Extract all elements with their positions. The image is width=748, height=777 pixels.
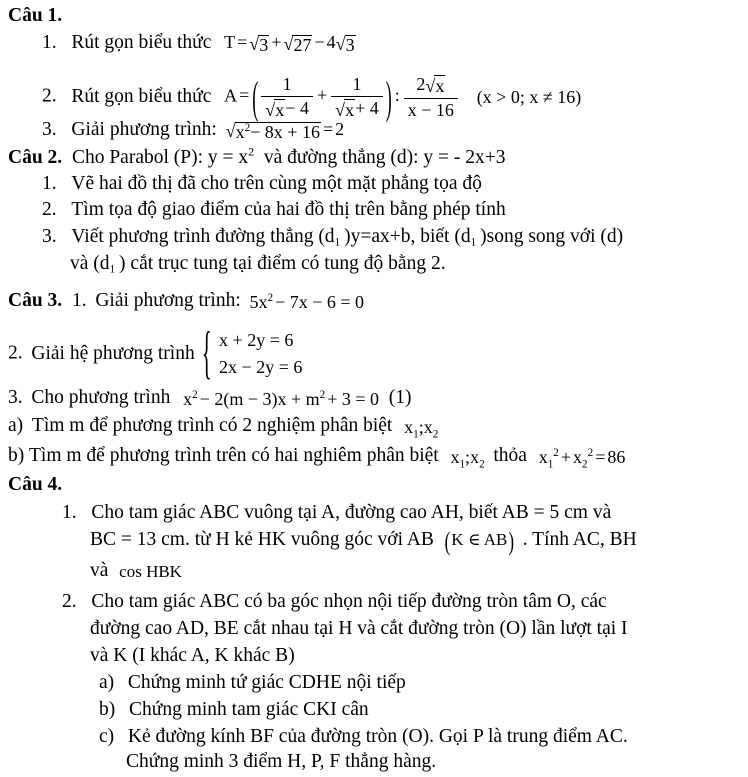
denominator-rest: + 4 [355,97,379,118]
cau4-heading-text: Câu 4. [8,474,63,495]
root-1-index: 1 [413,428,419,441]
cau3-item3-formula [183,390,379,408]
cau3-itema-roots [404,416,439,441]
numerator-coefficient: 2 [416,74,426,94]
cau2-item-3-line2 [70,254,446,274]
cau4-item2-line1: Cho tam giác ABC có ba góc nhọn nội tiếp đường tròn tâm O, các [91,591,607,612]
system-equation-2: 2x − 2y = 6 [219,357,303,378]
sqrt-radicand: x [345,99,355,120]
cau2-intro-exponent: 2 [248,144,255,159]
root-1-index: 1 [459,458,466,471]
cau4-item1-cosine: cos HBK [119,562,182,582]
section-heading-cau4 [8,475,62,495]
cau4-item2-line2: đường cao AD, BE cắt nhau tại H và cắt đường tròn (O) lần lượt tại I [90,618,628,639]
cau4-item1-line2-b: . Tính AC, BH [522,529,637,550]
root-2-index: 2 [479,458,485,471]
fraction-numerator [404,74,458,99]
cau2-item-3-line1 [42,227,623,247]
cau3-itemb-midword: thỏa [493,445,527,466]
cau2-item2-text: Tìm tọa độ giao điểm của hai đồ thị trên bằng phép tính [71,199,506,220]
cau4-subitem-b [99,700,369,720]
formula-equals: = [239,85,250,106]
cau4-item2-marker: 2. [62,591,77,612]
formula-rest: − 7x − 6 = 0 [275,291,365,312]
formula-lhs: A [224,85,238,106]
cau2-item2-marker: 2. [42,199,57,220]
cau4-item2-line3: và K (I khác A, K khác B) [90,645,295,666]
cond-plus: + [560,446,572,467]
cau4-subitem-a-text: Chứng minh tứ giác CDHE nội tiếp [127,672,406,693]
cau4-item-2-line2 [90,619,628,639]
cau4-item-1-line1 [62,503,611,523]
cau2-item-2 [42,200,506,220]
cond-x1: x [538,446,548,467]
roots-separator: ; [418,416,424,437]
cond-x2-index: 2 [582,458,588,471]
formula-equals: = [237,32,248,53]
cau1-item-2 [42,71,582,123]
cau2-item3-line2-b: ) cắt trục tung tại điểm có tung độ bằng 2. [119,253,446,274]
cond-x1-index: 1 [547,458,554,471]
root-1-var: x [450,446,460,467]
roots-separator: ; [465,446,471,467]
cau3-heading-text: Câu 3. [8,290,63,311]
section-heading-cau1 [8,6,62,26]
cau1-item-1 [42,33,356,54]
fraction-denominator [261,97,313,121]
fraction-denominator [331,97,383,121]
cau4-subitem-c-line2: Chứng minh 3 điểm H, P, F thẳng hàng. [126,751,437,772]
cau2-item3-subscript-1: 1 [334,236,341,249]
formula-coefficient: 5x [249,291,268,312]
cau3-item-2 [8,322,303,387]
sqrt-radicand-3: 3 [345,34,355,55]
denominator-rest: − 4 [285,97,309,118]
formula-middle: − 2(m − 3)x + m [199,388,320,409]
formula-divide: : [394,85,400,106]
cau4-item1-line1: Cho tam giác ABC vuông tại A, đường cao AH, biết AB = 5 cm và [91,502,612,523]
cau2-item-1 [42,174,482,194]
formula-exponent: 2 [267,291,274,304]
section-heading-cau2 [8,144,506,168]
cau1-item1-text: Rút gọn biểu thức [71,32,212,53]
formula-exponent-1: 2 [192,388,198,401]
formula-plus: + [271,32,282,53]
cau2-item3-line1-b: )y=ax+b, biết (d [344,226,471,247]
cau2-item3-subscript-2: 1 [470,236,477,249]
cau3-item1-marker: 1. [71,290,87,311]
sqrt-icon: √ $x^2- 8x + 16$ [225,121,320,142]
cau1-item2-condition: (x > 0; x ≠ 16) [476,87,582,108]
formula-plus: + [316,85,328,106]
fraction-3 [404,74,458,120]
cau2-item3-marker: 3. [42,226,57,247]
sqrt-radicand-2: 27 [293,34,312,55]
cau4-subitem-b-marker: b) [99,699,116,720]
root-2-var: x [470,446,480,467]
cau3-item2-marker: 2. [8,342,23,364]
cau4-item-2-line3 [90,646,295,666]
right-paren: ) [385,71,392,123]
cau1-item2-formula [224,71,460,123]
cau1-heading-text: Câu 1. [8,5,63,26]
fraction-1 [261,74,313,120]
cau3-item-3 [8,388,412,408]
membership-inner: K ∈ AB [451,530,508,550]
cond-x1-exponent: 2 [553,446,559,459]
cau4-item1-membership [444,526,515,557]
cau3-item-a [8,415,439,441]
cond-x2: x [573,446,583,467]
radicand-exponent: 2 [244,121,251,134]
cond-equals: = [595,446,606,467]
fraction-numerator: 1 [331,74,383,97]
cau1-item3-marker: 3. [42,119,57,140]
sqrt-icon: √ 27 [283,34,312,55]
cau4-item-2-line1 [62,592,607,612]
left-paren: ( [252,71,259,123]
cau2-item3-line1-a: Viết phương trình đường thẳng (d [71,226,335,247]
fraction-denominator: x − 16 [407,99,454,120]
cau4-item1-line3-a: và [90,560,109,581]
radicand-rest: − 8x + 16 [250,121,320,142]
cond-rhs: 86 [607,446,626,467]
cau3-item3-text: Cho phương trình [31,387,171,408]
sqrt-icon: √ 3 [335,34,355,55]
cau1-item2-marker: 2. [42,85,57,107]
cau3-itemb-condition [538,446,626,471]
sqrt-radicand: x [275,99,285,120]
cau2-item3-line1-c: )song song với (d) [480,226,624,247]
cau3-itemb-text: Tìm m để phương trình trên có hai nghiêm phân biệt [29,445,439,466]
cau3-item3-label: (1) [388,387,412,408]
cau4-item-1-line2 [90,526,637,557]
cau2-intro-after: và đường thẳng (d): y = - 2x+3 [263,147,506,168]
cau2-item3-line2-a: và (d [70,253,110,274]
cond-x2-exponent: 2 [587,446,594,459]
cau4-subitem-c-line1: Kẻ đường kính BF của đường tròn (O). Gọi P là trung điểm AC. [127,726,628,747]
cau4-item1-line2-a: BC = 13 cm. từ H kẻ HK vuông góc với AB [90,529,434,550]
fraction-2 [331,74,383,120]
cau4-subitem-a-marker: a) [99,672,115,693]
cau4-item-1-line3 [90,561,182,581]
cau3-item2-text: Giải hệ phương trình [31,342,195,364]
formula-exponent-2: 2 [319,388,326,401]
cau1-item3-formula [226,120,345,140]
fraction-numerator: 1 [261,74,313,97]
sqrt-icon: √ x [265,99,285,120]
cau2-item1-marker: 1. [42,173,57,194]
formula-minus: − [314,32,325,53]
cau4-item1-marker: 1. [62,502,77,523]
cau3-item-b [8,445,626,471]
cau3-itemb-marker: b) [8,445,25,466]
sqrt-radicand-1: 3 [259,34,269,55]
left-brace-icon: { [202,322,213,387]
cau4-subitem-c-marker: c) [99,726,115,747]
formula-tail: + 3 = 0 [327,388,380,409]
cau1-item2-text: Rút gọn biểu thức [71,85,212,107]
section-heading-cau3 [8,291,364,311]
cau1-item1-formula [224,33,355,53]
cau4-subitem-c-line2 [126,752,436,772]
cau1-item1-marker: 1. [42,32,57,53]
cau2-heading-text: Câu 2. [8,147,63,168]
cau3-item1-text: Giải phương trình: [95,290,241,311]
cau3-itemb-roots [450,446,485,471]
cau3-itema-marker: a) [8,415,24,436]
root-2-var: x [423,416,433,437]
sqrt-icon: √ x [425,75,445,97]
cau3-item1-formula [250,293,365,311]
sqrt-radicand [235,122,321,141]
root-1-var: x [404,416,414,437]
radicand-base: x [235,121,245,142]
cau2-item1-text: Vẽ hai đồ thị đã cho trên cùng một mặt phẳng tọa độ [71,173,482,194]
sqrt-icon: √ x [335,99,355,120]
formula-equals: = [322,119,334,140]
cau4-subitem-b-text: Chứng minh tam giác CKI cân [129,699,369,720]
cau4-subitem-c-line1 [99,727,628,747]
formula-lhs: T [224,32,236,53]
cau4-subitem-a [99,673,406,693]
cau2-item3-subscript-3: 1 [109,263,116,276]
formula-rhs: 2 [335,119,345,140]
equation-system [202,322,303,387]
cau3-itema-text: Tìm m để phương trình có 2 nghiệm phân biệt [31,415,393,436]
cau1-item-3 [42,120,344,141]
formula-coefficient: 4 [326,32,336,53]
formula-variable: x [183,388,193,409]
cau2-intro-before: Cho Parabol (P): y = x [71,147,249,168]
left-paren: ( [444,526,451,557]
cau3-item3-marker: 3. [8,387,23,408]
sqrt-radicand: x [435,76,445,97]
right-paren: ) [508,526,515,557]
sqrt-icon: √ 3 [249,34,269,55]
root-2-index: 2 [432,428,439,441]
system-equation-1: x + 2y = 6 [219,330,294,350]
cau1-item3-text: Giải phương trình: [71,119,217,140]
